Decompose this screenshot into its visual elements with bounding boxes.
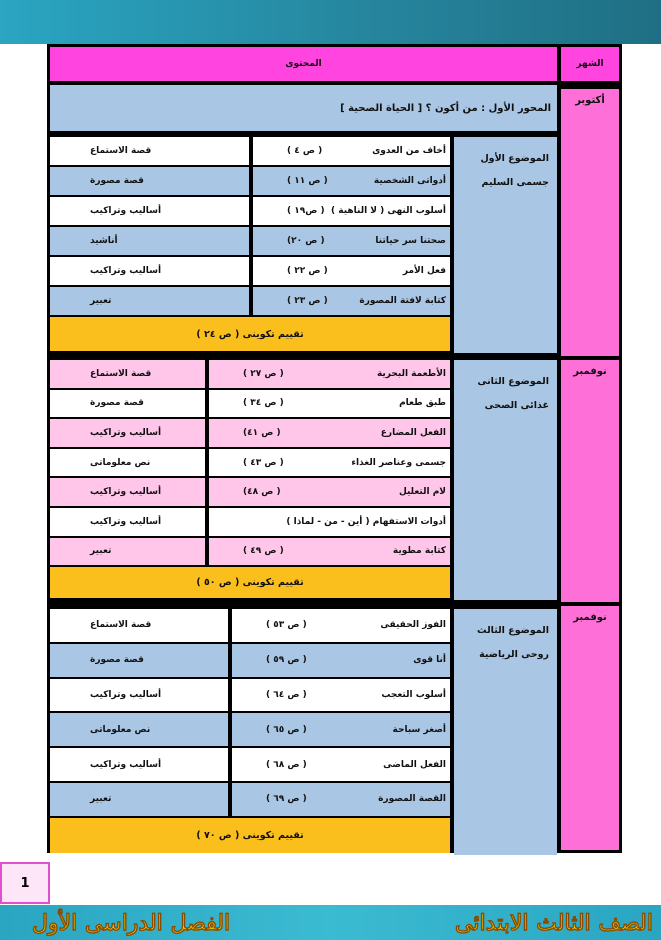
lesson-title: الفعل المضارع [380,427,446,438]
header-month: الشهر [561,47,619,81]
topic-title: الموضوع الثانى [477,376,549,387]
skill-cell: قصة الاستماع [50,360,205,388]
skill-cell: قصة مصورة [50,390,205,418]
lesson-title: الأطعمة البحرية [376,368,446,379]
skill-cell: أساليب وتراكيب [50,419,205,447]
lesson-page: ( ص ٢٢ ) [287,266,328,276]
evaluation-row: تقييم تكوينى ( ص ٧٠ ) [50,818,450,853]
lesson-page: ( ص١٩ ) [287,206,325,216]
skill-cell: تعبير [50,287,249,315]
lesson-page: (ص ٢٠ ) [287,236,325,246]
lesson-page: ( ص ٦٨ ) [266,759,307,770]
lesson-title: أسلوب النهى ( لا الناهية ) [331,206,446,216]
lesson-title: أسلوب التعجب [381,689,446,700]
topic-subtitle: جسمى السليم [481,177,549,188]
lesson-title: كتابة مطوية [392,546,446,557]
lesson-title: أدواتى الشخصية [373,176,446,186]
skill-cell: تعبير [50,783,228,816]
skill-cell: أساليب وتراكيب [50,478,205,506]
lesson-cell [232,609,450,642]
lesson-cell [253,257,450,285]
topic-title: الموضوع الثالث [477,625,549,636]
lesson-page: ( ص ٤٣ ) [243,457,284,468]
lesson-page: ( ص ٦٩ ) [266,794,307,805]
lesson-cell [232,713,450,746]
page-number-badge [0,862,50,904]
skill-cell: نص معلوماتى [50,449,205,477]
lesson-page: ( ص ٤ ) [287,146,323,156]
lesson-page: ( ص ٣٤ ) [243,398,284,409]
lesson-title: أصغر سباحة [392,724,446,735]
month-cell: نوفمبر [561,606,619,850]
month-cell: أكتوبر [561,89,619,356]
header-content: المحتوى [50,47,557,81]
topic-title: الموضوع الأول [480,153,549,164]
page-number: 1 [20,875,30,891]
lesson-page: (ص ٤١ ) [243,427,281,438]
lesson-title: الفعل الماضى [383,759,446,770]
lesson-page: ( ص ٥٣ ) [266,620,307,631]
top-banner [0,0,661,44]
topic-cell [454,360,557,600]
lesson-title: صحتنا سر حياتنا [375,236,446,246]
lesson-cell [209,538,450,566]
lesson-page: ( ص ٢٣ ) [287,296,328,306]
lesson-title: طبق طعام [399,398,446,409]
topic-cell [454,137,557,353]
lesson-page: ( ص ٤٩ ) [243,546,284,557]
skill-cell: قصة مصورة [50,644,228,677]
skill-cell: أساليب وتراكيب [50,508,205,536]
skill-cell: قصة مصورة [50,167,249,195]
lesson-cell [253,227,450,255]
lesson-cell [232,644,450,677]
lesson-cell [253,137,450,165]
lesson-cell [253,287,450,315]
evaluation-row: تقييم تكوينى ( ص ٥٠ ) [50,567,450,598]
lesson-page: (ص ٤٨ ) [243,487,281,498]
lesson-cell [209,508,450,536]
lesson-title: فعل الأمر [402,266,446,276]
skill-cell: تعبير [50,538,205,566]
lesson-page: ( ص ٦٤ ) [266,689,307,700]
footer-grade: الصف الثالث الابتدائى [455,909,653,936]
curriculum-table [47,44,622,853]
axis-title: المحور الأول : من أكون ؟ [ الحياة الصحية ] [50,85,557,131]
lesson-cell [209,449,450,477]
lesson-cell [253,167,450,195]
table-body [50,47,619,850]
lesson-page: ( ص ٢٧ ) [243,368,284,379]
lesson-cell [209,419,450,447]
lesson-page: ( ص ٥٩ ) [266,655,307,666]
lesson-title: أنا قوى [413,655,446,666]
skill-cell: أساليب وتراكيب [50,748,228,781]
topic-cell [454,609,557,855]
lesson-cell [232,748,450,781]
topic-subtitle: روحى الرياضية [479,649,549,660]
lesson-title: جسمى وعناصر الغذاء [351,457,446,468]
skill-cell: نص معلوماتى [50,713,228,746]
skill-cell: أساليب وتراكيب [50,679,228,712]
lesson-title: أخاف من العدوى [372,146,446,156]
lesson-cell [209,390,450,418]
month-cell: نوفمبر [561,360,619,602]
lesson-title: الفوز الحقيقى [380,620,446,631]
skill-cell: قصة الاستماع [50,137,249,165]
lesson-cell [253,197,450,225]
skill-cell: أناشيد [50,227,249,255]
lesson-cell [232,783,450,816]
lesson-cell [232,679,450,712]
lesson-title: لام التعليل [398,487,446,498]
lesson-cell [209,360,450,388]
lesson-cell [209,478,450,506]
skill-cell: أساليب وتراكيب [50,197,249,225]
lesson-title: كتابة لافتة المصورة [359,296,446,306]
lesson-title: أدوات الاستفهام ( أين - من - لماذا ) [286,516,446,527]
evaluation-row: تقييم تكوينى ( ص ٢٤ ) [50,317,450,351]
lesson-title: القصة المصورة [378,794,446,805]
skill-cell: أساليب وتراكيب [50,257,249,285]
lesson-page: ( ص ١١ ) [287,176,328,186]
topic-subtitle: غذائى الصحى [484,400,549,411]
lesson-page: ( ص ٦٥ ) [266,724,307,735]
skill-cell: قصة الاستماع [50,609,228,642]
footer-term: الفصل الدراسى الأول [32,909,231,936]
